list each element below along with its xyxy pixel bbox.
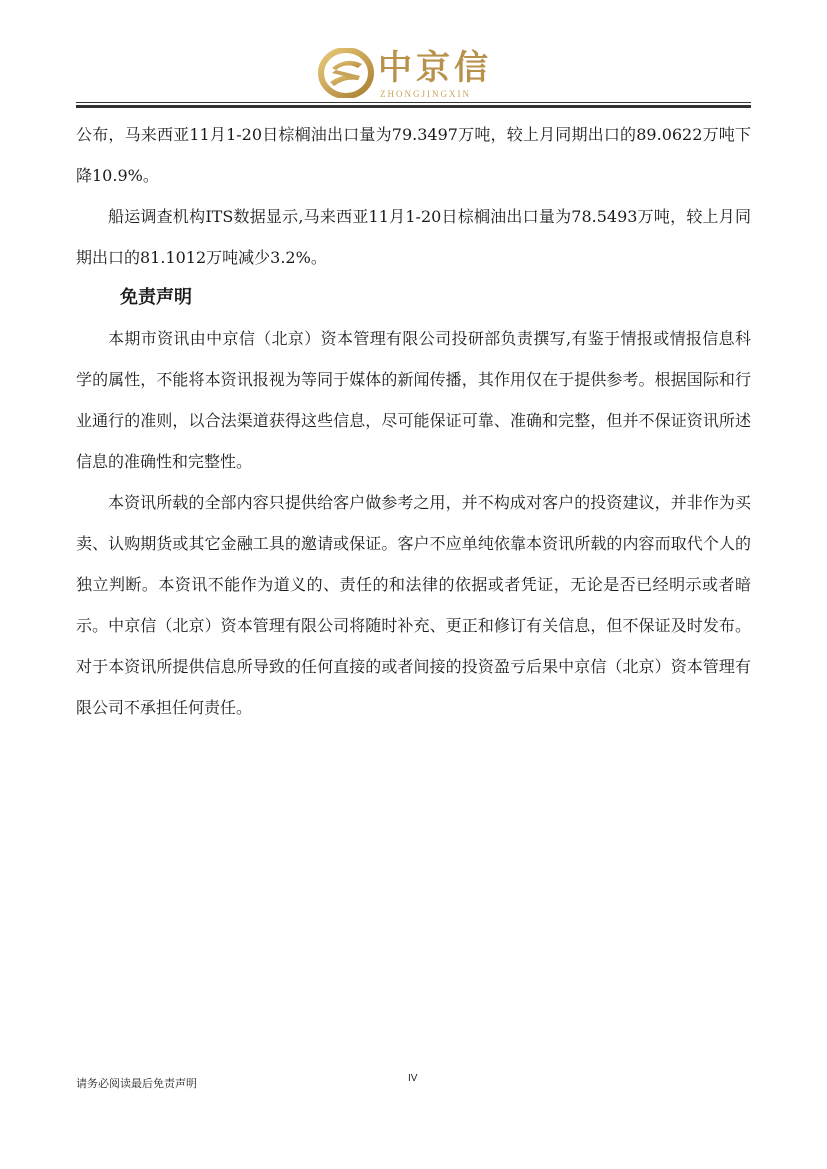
header-divider-thick xyxy=(76,105,751,108)
disclaimer-heading: 免责声明 xyxy=(120,287,192,308)
header-divider xyxy=(76,102,751,103)
footer-notice: 请务必阅读最后免责声明 xyxy=(76,1077,197,1090)
paragraph-its-data: 船运调查机构ITS数据显示,马来西亚11月1-20日棕榈油出口量为78.5493万吨，较上月同期出口的81.1012万吨减少3.2%。 xyxy=(76,207,751,267)
page-header xyxy=(0,44,827,102)
page-number: IV xyxy=(408,1073,418,1084)
paragraph-disclaimer-1: 本期市资讯由中京信（北京）资本管理有限公司投研部负责撰写,有鉴于情报或情报信息科学的属性，不能将本资讯报视为等同于媒体的新闻传播，其作用仅在于提供参考。根据国际和行业通行的准则，以合法渠道获得这些信息，尽可能保证可靠、准确和完整，但并不保证资讯所述信息的准确性和完整性。 xyxy=(76,329,751,471)
paragraph-export-data: 公布，马来西亚11月1-20日棕榈油出口量为79.3497万吨，较上月同期出口的89.0622万吨下降10.9%。 xyxy=(76,125,751,185)
paragraph-disclaimer-2: 本资讯所载的全部内容只提供给客户做参考之用，并不构成对客户的投资建议，并非作为买卖、认购期货或其它金融工具的邀请或保证。客户不应单纯依靠本资讯所载的内容而取代个人的独立判断。本资讯不能作为道义的、责任的和法律的依据或者凭证，无论是否已经明示或者暗示。中京信（北京）资本管理有限公司将随时补充、更正和修订有关信息，但不保证及时发布。对于本资讯所提供信息所导致的任何直接的或者间接的投资盈亏后果中京信（北京）资本管理有限公司不承担任何责任。 xyxy=(76,493,751,717)
company-logo-icon xyxy=(318,48,374,98)
document-body xyxy=(76,114,751,728)
logo-wordmark-cn: 中京信 xyxy=(378,48,492,88)
logo-wordmark-en: ZHONGJINGXIN xyxy=(380,89,471,99)
